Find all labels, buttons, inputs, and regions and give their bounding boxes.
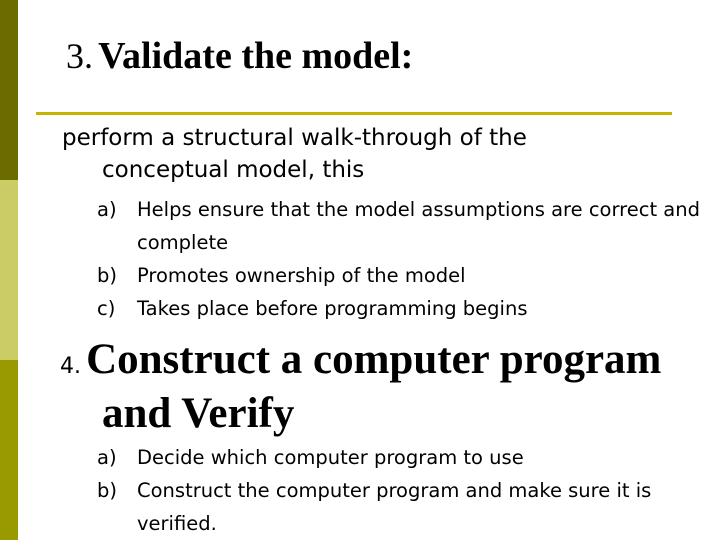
construction-list [97, 441, 717, 540]
list-item [97, 474, 717, 540]
title-number: 3. [66, 36, 93, 76]
heading-line-1: Construct a computer program [86, 336, 662, 383]
list-item [97, 259, 717, 292]
title-text: Validate the model: [98, 35, 414, 77]
sidebar-stripe-top [0, 0, 18, 180]
list-item-text: Construct the computer program and make sure it is verified. [137, 479, 652, 535]
section-heading-4 [60, 336, 710, 384]
intro-paragraph [62, 122, 702, 186]
list-item-text: Helps ensure that the model assumptions are correct and complete [137, 198, 700, 254]
list-item-text: Takes place before programming begins [137, 297, 528, 320]
heading-line-2: and Verify [102, 390, 295, 437]
list-marker: b) [97, 479, 117, 502]
intro-line-2: conceptual model, this [102, 157, 365, 183]
list-item [97, 292, 717, 325]
slide-title [66, 34, 413, 78]
list-marker: b) [97, 264, 117, 287]
list-item-text: Promotes ownership of the model [137, 264, 466, 287]
sidebar-stripe-middle [0, 180, 18, 360]
list-marker: a) [97, 198, 117, 221]
heading-number: 4. [60, 354, 81, 379]
list-item [97, 193, 717, 259]
list-marker: a) [97, 446, 117, 469]
list-item [97, 441, 717, 474]
title-divider [36, 112, 672, 115]
list-marker: c) [97, 297, 116, 320]
validation-list [97, 193, 717, 325]
sidebar-stripe-bottom [0, 360, 18, 540]
list-item-text: Decide which computer program to use [137, 446, 524, 469]
intro-line-1: perform a structural walk-through of the [62, 125, 527, 151]
